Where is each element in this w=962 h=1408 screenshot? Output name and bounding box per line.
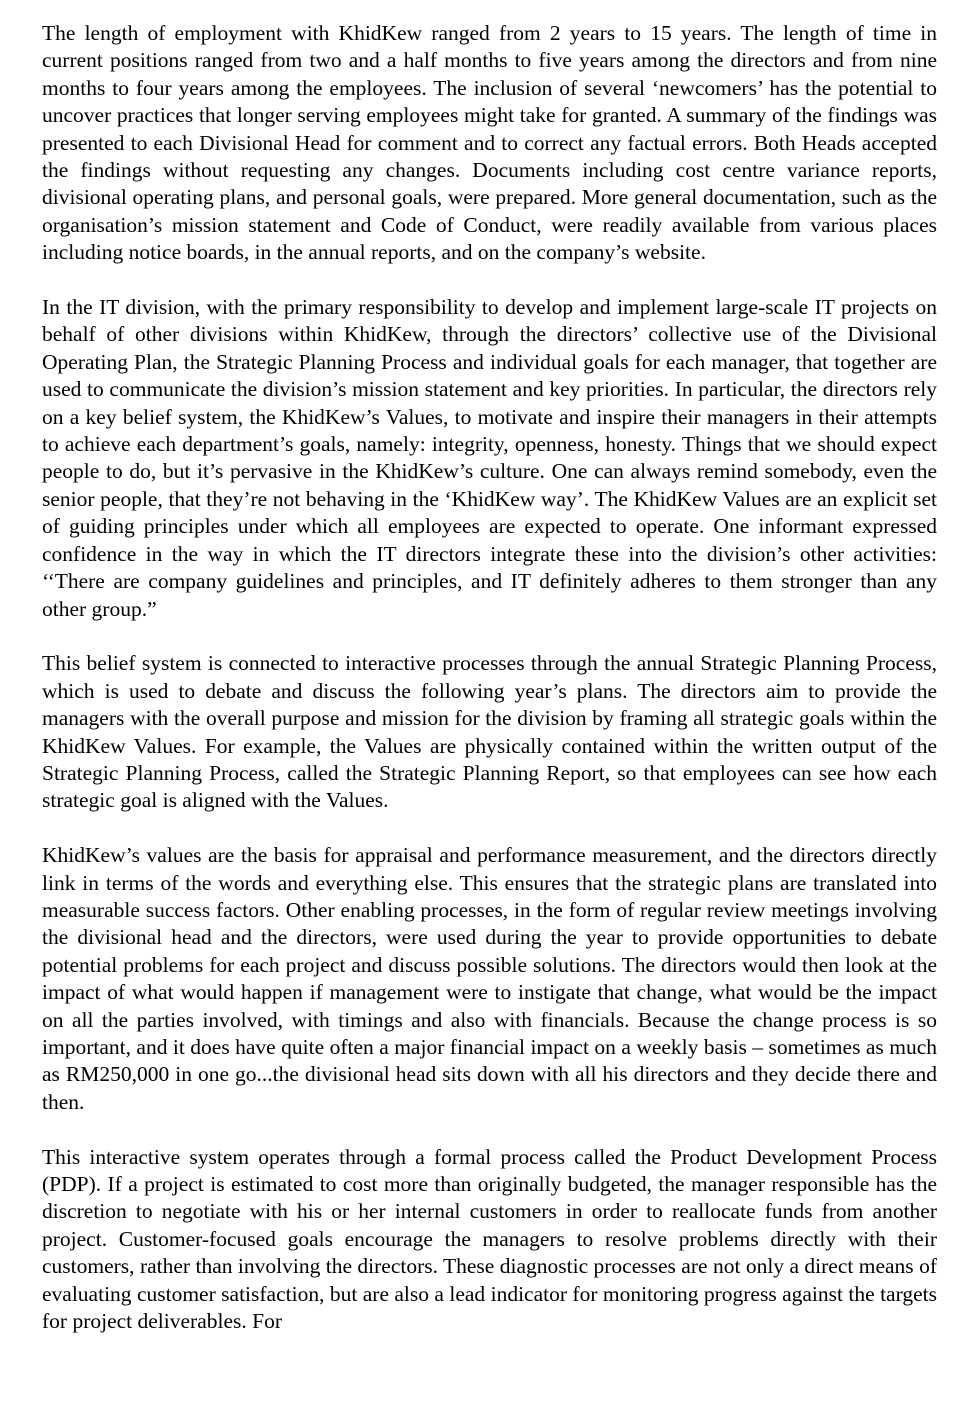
paragraph-values-appraisal: KhidKew’s values are the basis for appraisal and performance measurement, and the directors directly link in terms of the words and everything else. This ensures that the strategic plans are translated into measurable success factors. Other enabling processes, in the form of regular review meetings involving the divisional head and the directors, were used during the year to provide opportunities to debate potential problems for each project and discuss possible solutions. The directors would then look at the impact of what would happen if management were to instigate that change, what would be the impact on all the parties involved, with timings and also with financials. Because the change process is so important, and it does have quite often a major financial impact on a weekly basis – sometimes as much as RM250,000 in one go...the divisional head sits down with all his directors and they decide there and then.	[42, 843, 937, 1114]
paragraph-interactive-system: This interactive system operates through a formal process called the Product Development Process (PDP). If a project is estimated to cost more than originally budgeted, the manager responsible has the discretion to negotiate with his or her internal customers in order to reallocate funds from another project. Customer-focused goals encourage the managers to resolve problems directly with their customers, rather than involving the directors. These diagnostic processes are not only a direct means of evaluating customer satisfaction, but are also a lead indicator for monitoring progress against the targets for project deliverables. For	[42, 1144, 937, 1334]
paragraph-it-division: In the IT division, with the primary responsibility to develop and implement large-scale IT projects on behalf of other divisions within KhidKew, through the directors’ collective use of the Divisional Operating Plan, the Strategic Planning Process and individual goals for each manager, that together are used to communicate the division’s mission statement and key priorities. In particular, the directors rely on a key belief system, the KhidKew’s Values, to motivate and inspire their managers in their attempts to achieve each department’s goals, namely: integrity, openness, honesty. Things that we should expect people to do, but it’s pervasive in the KhidKew’s culture. One can always remind somebody, even the senior people, that they’re not behaving in the ‘KhidKew way’. The KhidKew Values are an explicit set of guiding principles under which all employees are expected to operate. One informant expressed confidence in the way in which the IT directors integrate these into the division’s other activities: ‘‘There are company guidelines and principles, and IT definitely adheres to them stronger than any other group.”	[42, 295, 937, 621]
paragraph-belief-system: This belief system is connected to interactive processes through the annual Strategic Planning Process, which is used to debate and discuss the following year’s plans. The directors aim to provide the managers with the overall purpose and mission for the division by framing all strategic goals within the KhidKew Values. For example, the Values are physically contained within the written output of the Strategic Planning Process, called the Strategic Planning Report, so that employees can see how each strategic goal is aligned with the Values.	[42, 651, 937, 813]
paragraph-employment-length: The length of employment with KhidKew ranged from 2 years to 15 years. The length of time in current positions ranged from two and a half months to five years among the directors and from nine months to four years among the employees. The inclusion of several ‘newcomers’ has the potential to uncover practices that longer serving employees might take for granted. A summary of the findings was presented to each Divisional Head for comment and to correct any factual errors. Both Heads accepted the findings without requesting any changes. Documents including cost centre variance reports, divisional operating plans, and personal goals, were prepared. More general documentation, such as the organisation’s mission statement and Code of Conduct, were readily available from various places including notice boards, in the annual reports, and on the company’s website.	[42, 21, 937, 265]
document-page	[42, 20, 937, 1335]
